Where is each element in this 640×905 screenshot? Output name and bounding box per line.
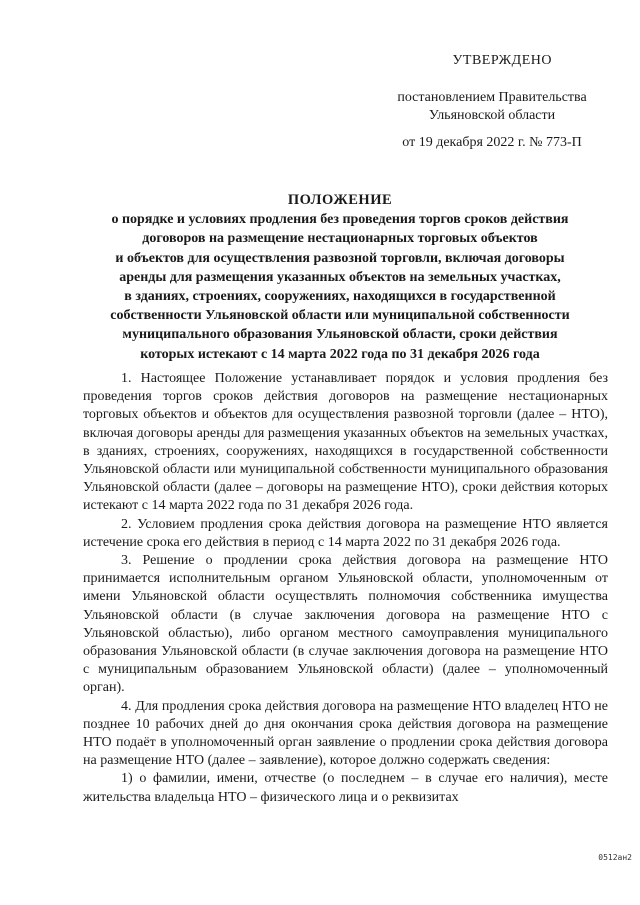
title-line: муниципального образования Ульяновской области, сроки действия (122, 327, 558, 343)
approval-date: от 19 декабря 2022 г. № 773-П (402, 135, 582, 150)
title-line: которых истекают с 14 марта 2022 года по 31 декабря 2026 года (140, 346, 540, 362)
paragraph-3: 3. Решение о продлении срока действия договора на размещение НТО принимается исполнительным органом Ульяновской области, уполномоченным от имени Ульяновской области осуществлять полномочия собственника имущества Ульяновской области (в случае заключения договора на размещение НТО с Ульяновской областью), либо органом местного самоуправления муниципального образования Ульяновской области (в случае заключения договора на размещение НТО с муниципальным образованием Ульяновской области) (далее – уполномоченный орган). (83, 553, 608, 696)
approval-stamp-heading: УТВЕРЖДЕНО (452, 53, 552, 68)
footer-code: 0512ан2 (598, 853, 632, 862)
issuer-line: постановлением Правительства (397, 90, 587, 105)
document-title (70, 191, 610, 364)
title-heading: ПОЛОЖЕНИЕ (287, 192, 393, 208)
title-line: в зданиях, строениях, сооружениях, находящихся в государственной (124, 289, 556, 305)
paragraph-2: 2. Условием продления срока действия договора на размещение НТО является истечение срока его действия в период с 14 марта 2022 по 31 декабря 2026 года. (83, 516, 608, 550)
title-line: о порядке и условиях продления без проведения торгов сроков действия (111, 212, 569, 228)
approval-issuer (382, 89, 602, 125)
paragraph-4-item-1: 1) о фамилии, имени, отчестве (о последнем – в случае его наличия), месте жительства владельца НТО – физического лица и о реквизитах (83, 771, 608, 805)
title-line: собственности Ульяновской области или муниципальной собственности (110, 308, 570, 324)
document-body (83, 370, 608, 807)
title-line: договоров на размещение нестационарных торговых объектов (142, 231, 538, 247)
issuer-line: Ульяновской области (428, 108, 556, 123)
title-line: и объектов для осуществления развозной торговли, включая договоры (115, 250, 565, 266)
paragraph-1: 1. Настоящее Положение устанавливает порядок и условия продления без проведения торгов сроков действия договоров на размещение нестационарных торговых объектов и объектов для осуществления развозной торговли (далее – НТО), включая договоры аренды для размещения указанных объектов на земельных участках, в зданиях, строениях, сооружениях, находящихся в государственной собственности Ульяновской области или муниципальной собственности муниципального образования Ульяновской области (далее – договоры на размещение НТО), сроки действия которых истекают с 14 марта 2022 года по 31 декабря 2026 года. (83, 371, 608, 514)
title-line: аренды для размещения указанных объектов на земельных участках, (119, 269, 561, 285)
paragraph-4: 4. Для продления срока действия договора на размещение НТО владелец НТО не позднее 10 рабочих дней до дня окончания срока действия договора на размещение НТО подаёт в уполномоченный орган заявление о продлении срока действия договора на размещение НТО (далее – заявление), которое должно содержать сведения: (83, 698, 608, 769)
